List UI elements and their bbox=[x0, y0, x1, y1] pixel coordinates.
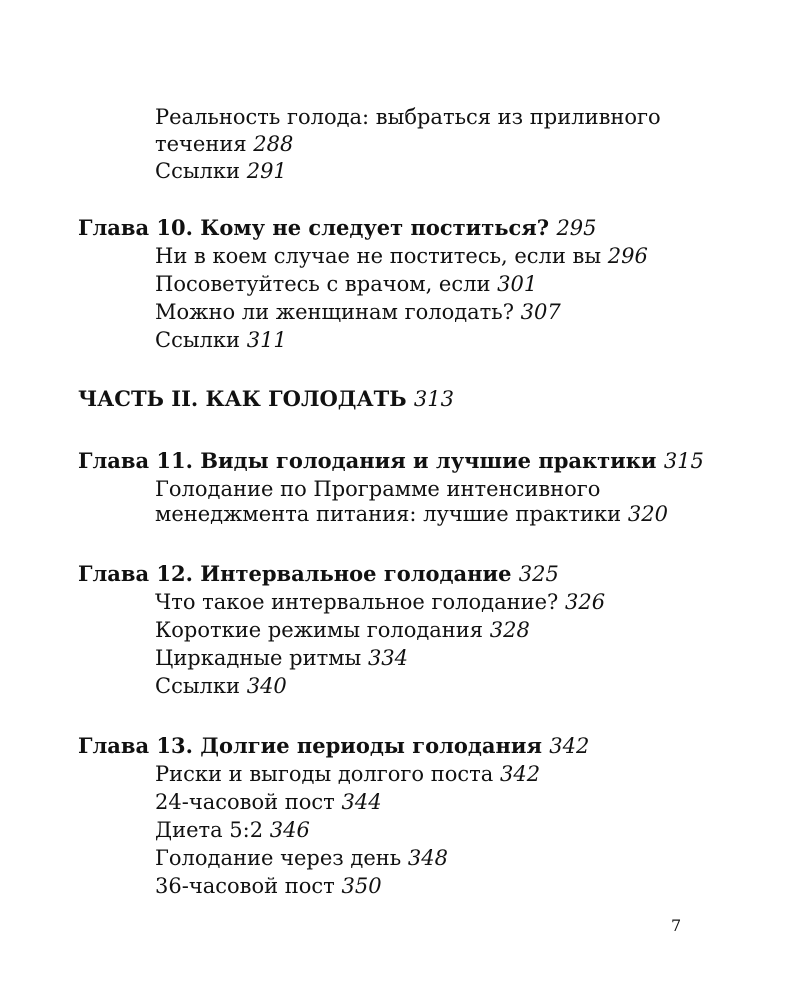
chapter-page: 315 bbox=[663, 449, 704, 473]
toc-entry bbox=[155, 327, 287, 353]
toc-entry bbox=[155, 243, 648, 269]
part-page: 313 bbox=[413, 387, 454, 411]
toc-entry-title: Ссылки bbox=[155, 159, 241, 183]
toc-entry-title: Посоветуйтесь с врачом, если bbox=[155, 272, 491, 296]
toc-entry-title: течения bbox=[155, 132, 247, 156]
toc-entry-title: Ссылки bbox=[155, 328, 241, 352]
chapter-page: 295 bbox=[556, 216, 597, 240]
toc-entry-page: 350 bbox=[341, 874, 382, 898]
toc-entry-reality-of-hunger bbox=[155, 104, 661, 130]
toc-entry bbox=[155, 673, 287, 699]
toc-entry-page: 296 bbox=[607, 244, 648, 268]
chapter-page: 325 bbox=[518, 562, 559, 586]
toc-entry-title: Что такое интервальное голодание? bbox=[155, 590, 559, 614]
chapter-13-heading bbox=[78, 733, 589, 759]
chapter-title: Глава 10. Кому не следует поститься? bbox=[78, 215, 550, 240]
chapter-12-heading bbox=[78, 561, 559, 587]
toc-entry-page: 348 bbox=[407, 846, 448, 870]
toc-entry-page: 326 bbox=[564, 590, 606, 614]
part-2-heading bbox=[78, 386, 454, 412]
toc-entry-page: 311 bbox=[246, 328, 287, 352]
chapter-title: Глава 12. Интервальное голодание bbox=[78, 561, 512, 586]
toc-entry-title: 24-часовой пост bbox=[155, 790, 335, 814]
toc-entry bbox=[155, 645, 408, 671]
toc-entry-title: Голодание через день bbox=[155, 846, 408, 870]
toc-entry-title: Голодание по Программе интенсивного bbox=[155, 477, 601, 501]
page-number: 7 bbox=[671, 916, 682, 935]
chapter-page: 342 bbox=[549, 734, 590, 758]
toc-entry-references-ch9 bbox=[155, 158, 287, 184]
toc-entry-page: 342 bbox=[499, 762, 541, 786]
toc-entry-title: Диета 5:2 bbox=[155, 818, 264, 842]
toc-entry-page: 288 bbox=[253, 132, 294, 156]
toc-entry-page: 328 bbox=[489, 618, 530, 642]
toc-entry-page: 291 bbox=[246, 159, 287, 183]
toc-entry-title: менеджмента питания: лучшие практики bbox=[155, 502, 622, 526]
toc-entry-title: Реальность голода: выбраться из приливного bbox=[155, 105, 661, 129]
toc-entry bbox=[155, 617, 530, 643]
toc-entry-title: Короткие режимы голодания bbox=[155, 618, 484, 642]
part-title: ЧАСТЬ II. КАК ГОЛОДАТЬ bbox=[78, 386, 407, 411]
toc-entry bbox=[155, 817, 310, 843]
toc-entry bbox=[155, 299, 561, 325]
toc-entry-page: 301 bbox=[497, 272, 538, 296]
chapter-title: Глава 13. Долгие периоды голодания bbox=[78, 733, 542, 758]
toc-entry-title: Ни в коем случае не поститесь, если вы bbox=[155, 244, 602, 268]
toc-entry-title: Циркадные ритмы bbox=[155, 646, 362, 670]
toc-entry-page: 307 bbox=[520, 300, 561, 324]
toc-entry bbox=[155, 589, 605, 615]
toc-entry-title: 36-часовой пост bbox=[155, 874, 335, 898]
chapter-11-heading bbox=[78, 448, 704, 474]
toc-entry-page: 344 bbox=[341, 790, 382, 814]
toc-entry-page: 320 bbox=[627, 502, 668, 526]
toc-entry-title: Ссылки bbox=[155, 674, 241, 698]
toc-entry bbox=[155, 845, 448, 871]
toc-entry-title: Можно ли женщинам голодать? bbox=[155, 300, 514, 324]
toc-entry bbox=[155, 873, 382, 899]
toc-entry-title: Риски и выгоды долгого поста bbox=[155, 762, 494, 786]
toc-entry bbox=[155, 761, 540, 787]
toc-entry-reality-of-hunger-cont bbox=[155, 131, 293, 157]
toc-entry-page: 334 bbox=[367, 646, 409, 670]
toc-entry bbox=[155, 271, 537, 297]
chapter-title: Глава 11. Виды голодания и лучшие практики bbox=[78, 448, 657, 473]
toc-entry-page: 346 bbox=[269, 818, 310, 842]
toc-entry bbox=[155, 789, 382, 815]
toc-entry-cont bbox=[155, 501, 668, 527]
chapter-10-heading bbox=[78, 215, 597, 241]
toc-entry-page: 340 bbox=[246, 674, 287, 698]
toc-entry bbox=[155, 476, 600, 502]
